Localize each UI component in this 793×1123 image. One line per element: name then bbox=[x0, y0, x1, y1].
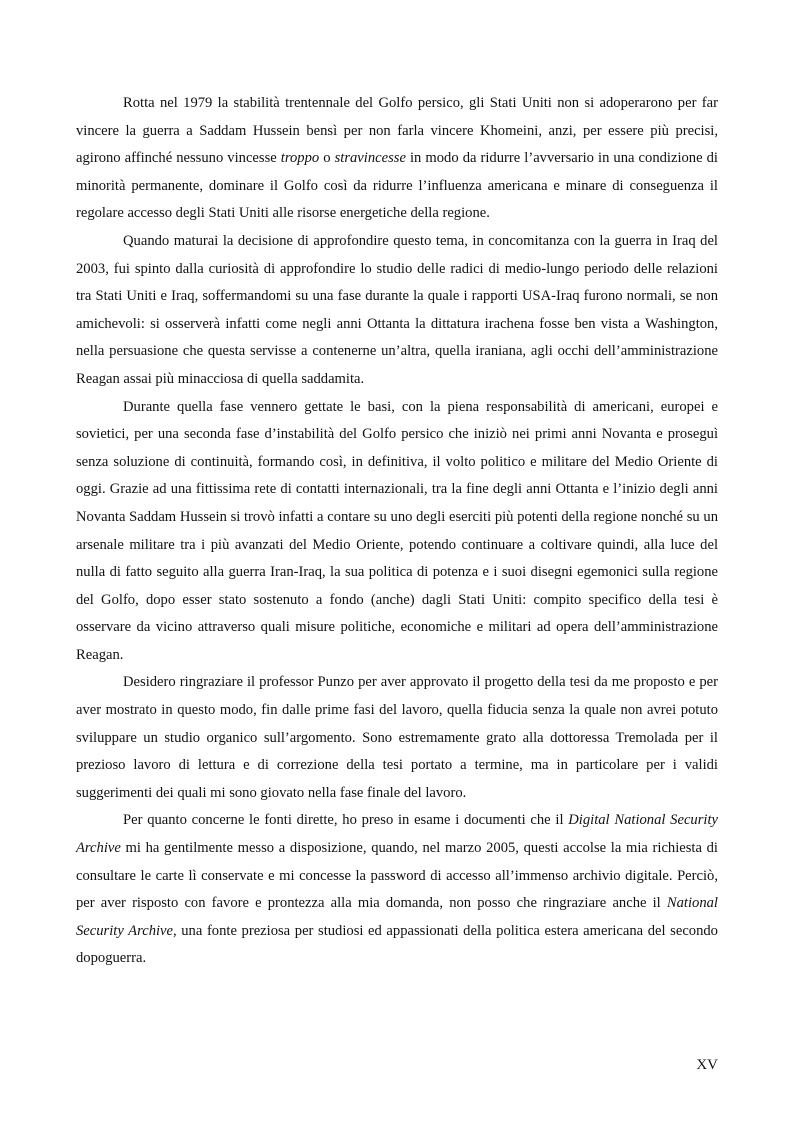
italic-run: National Security Archive bbox=[76, 895, 718, 939]
text-run: mi ha gentilmente messo a disposizione, quando, nel marzo 2005, questi accolse la mia richiesta di consultare le carte lì conservate e mi concesse la password di accesso all’immenso archivio digitale. Perciò, per aver risposto con favore e prontezza alla mia domanda, non posso che ringraziare anche il bbox=[76, 840, 718, 912]
italic-run: Digital National Security Archive bbox=[76, 812, 718, 857]
text-run: in modo da ridurre l’avversario in una condizione di minorità permanente, dominare il Golfo così da ridurre l’influenza americana e minare di conseguenza il regolare accesso degli Stati Uniti alle risorse energetiche della regione. bbox=[76, 150, 718, 222]
italic-run: stravincesse bbox=[334, 150, 406, 167]
body-text bbox=[76, 90, 718, 973]
page-number: XV bbox=[696, 1057, 718, 1073]
text-run: , una fonte preziosa per studiosi ed appassionati della politica estera americana del secondo dopoguerra. bbox=[76, 922, 718, 967]
paragraph-3 bbox=[76, 394, 718, 670]
text-run: Durante quella fase vennero gettate le basi, con la piena responsabilità di americani, europei e sovietici, per una seconda fase d’instabilità del Golfo persico che iniziò nei primi anni Novanta e proseguì senza soluzione di continuità, formando così, in definitiva, il volto politico e militare del Medio Oriente di oggi. Grazie ad una fittissima rete di contatti internazionali, tra la fine degli anni Ottanta e l’inizio degli anni Novanta Saddam Hussein si trovò infatti a contare su uno degli eserciti più potenti della regione nonché su un arsenale militare tra i più avanzati del Medio Oriente, potendo continuare a coltivare quindi, alla luce del nulla di fatto seguito alla guerra Iran-Iraq, la sua politica di potenza e i suoi disegni egemonici sulla regione del Golfo, dopo esser stato sostenuto a fondo (anche) dagli Stati Uniti: compito specifico della tesi è osservare da vicino attraverso quali misure politiche, economiche e militari ad opera dell’amministrazione Reagan. bbox=[76, 398, 718, 663]
text-run: Per quanto concerne le fonti dirette, ho preso in esame i documenti che il bbox=[123, 812, 569, 829]
text-run: Desidero ringraziare il professor Punzo per aver approvato il progetto della tesi da me proposto e per aver mostrato in questo modo, fin dalle prime fasi del lavoro, quella fiducia senza la quale non avrei potuto sviluppare un studio organico sull’argomento. Sono estremamente grato alla dottoressa Tremolada per il prezioso lavoro di lettura e di correzione della tesi portato a termine, ma in particolare per i validi suggerimenti dei quali mi sono giovato nella fase finale del lavoro. bbox=[76, 674, 718, 801]
italic-run: troppo bbox=[280, 150, 320, 167]
text-run: Rotta nel 1979 la stabilità trentennale del Golfo persico, gli Stati Uniti non si adoperarono per far vincere la guerra a Saddam Hussein bensì per non farla vincere Khomeini, anzi, per essere più precisi, agirono affinché nessuno vincesse bbox=[76, 95, 718, 167]
paragraph-1 bbox=[76, 90, 718, 228]
text-run: o bbox=[319, 150, 335, 167]
paragraph-4 bbox=[76, 669, 718, 807]
text-run: Quando maturai la decisione di approfondire questo tema, in concomitanza con la guerra in Iraq del 2003, fui spinto dalla curiosità di approfondire lo studio delle radici di medio-lungo periodo delle relazioni tra Stati Uniti e Iraq, soffermandomi su una fase durante la quale i rapporti USA-Iraq furono normali, se non amichevoli: si osserverà infatti come negli anni Ottanta la dittatura irachena fosse ben vista a Washington, nella persuasione che questa servisse a contenerne un’altra, quella iraniana, agli occhi dell’amministrazione Reagan assai più minacciosa di quella saddamita. bbox=[76, 232, 718, 387]
paragraph-2 bbox=[76, 228, 718, 394]
paragraph-5 bbox=[76, 807, 718, 973]
